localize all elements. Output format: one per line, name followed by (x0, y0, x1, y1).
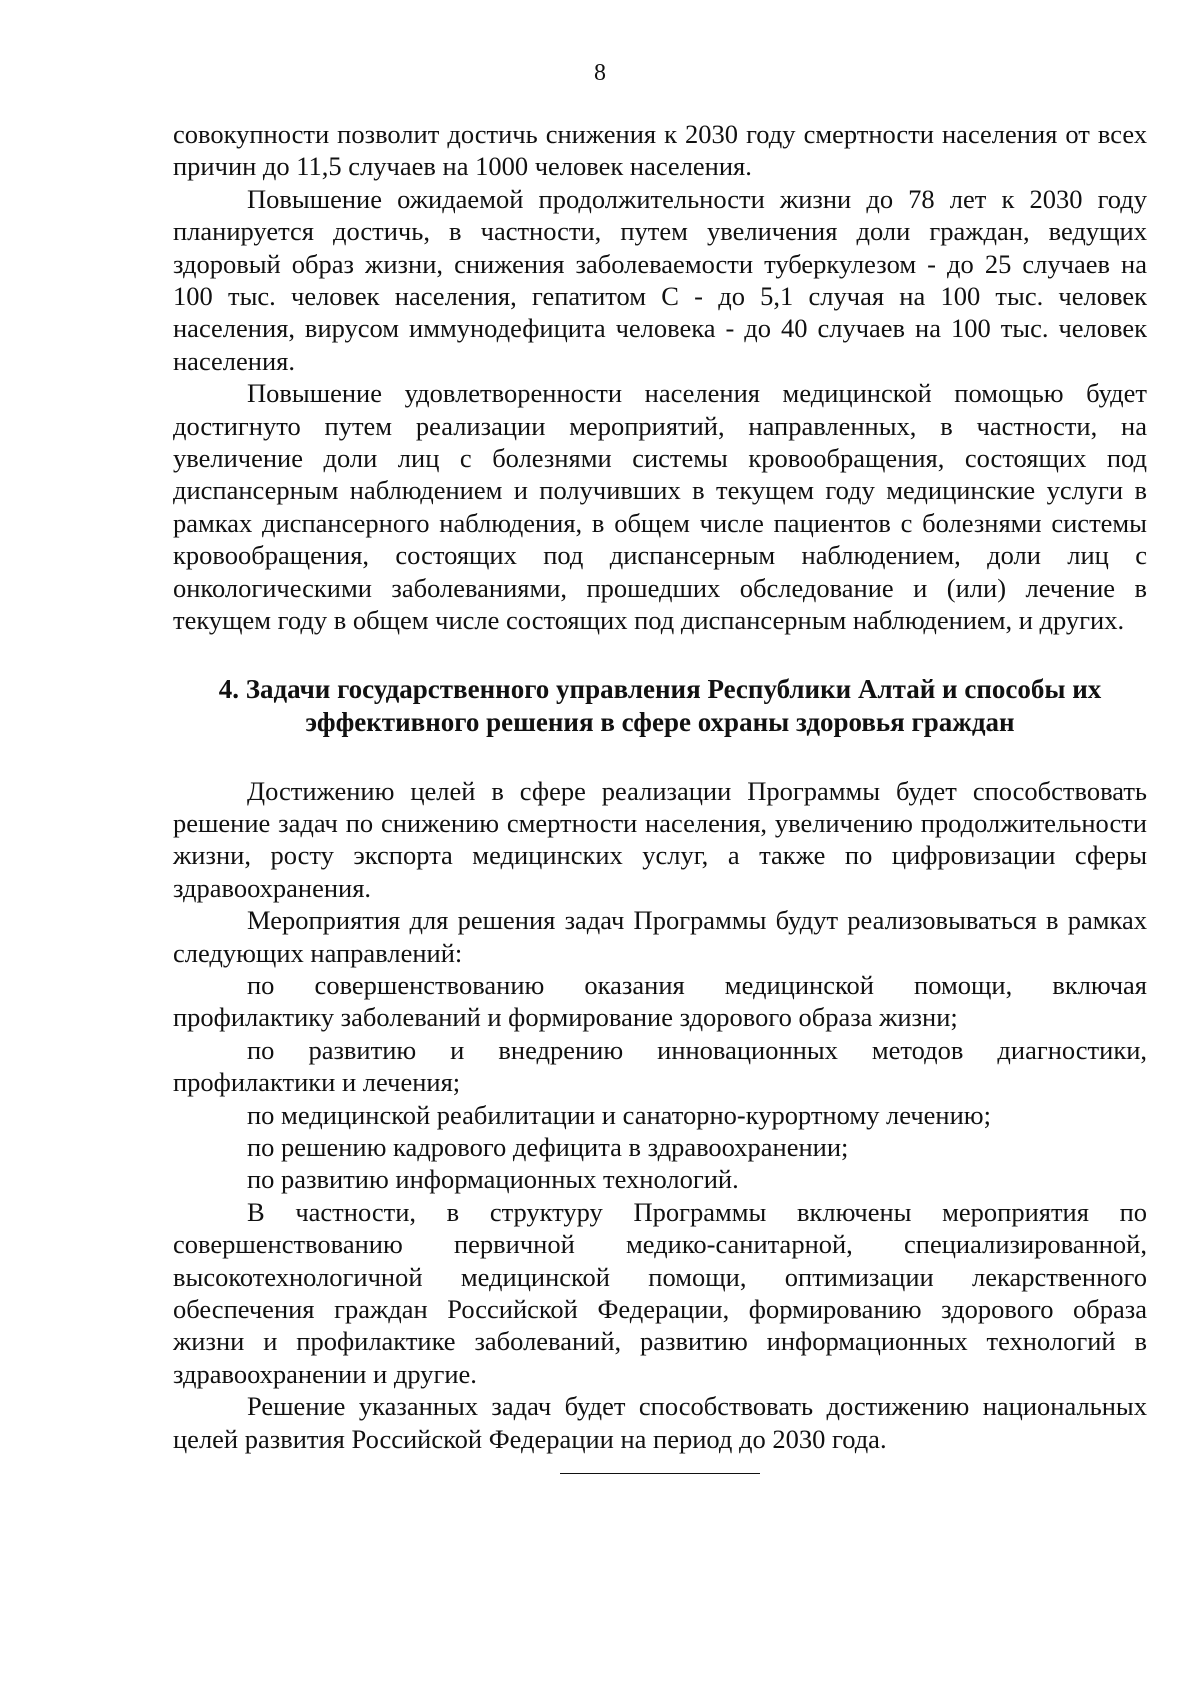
paragraph-life-expectancy: Повышение ожидаемой продолжительности жизни до 78 лет к 2030 году планируется достичь, в частности, путем увеличения доли граждан, ведущих здоровый образ жизни, снижения заболеваемости туберкулезом - до 25 случаев на 100 тыс. человек населения, гепатитом С - до 5,1 случая на 100 тыс. человек населения, вирусом иммунодефицита человека - до 40 случаев на 100 тыс. человек населения. (173, 183, 1147, 376)
paragraph-national-goals: Решение указанных задач будет способствовать достижению национальных целей развития Российской Федерации на период до 2030 года. (173, 1391, 1147, 1454)
document-body (173, 118, 1147, 1474)
paragraph-directions-intro: Мероприятия для решения задач Программы будут реализовываться в рамках следующих направлений: (173, 905, 1147, 968)
spacer (173, 739, 1147, 775)
paragraph-program-structure: В частности, в структуру Программы включены мероприятия по совершенствованию первичной медико-санитарной, специализированной, высокотехнологичной медицинской помощи, оптимизации лекарственного обеспечения граждан Российской Федерации, формированию здорового образа жизни и профилактике заболеваний, развитию информационных технологий в здравоохранении и другие. (173, 1196, 1147, 1389)
paragraph-goals: Достижению целей в сфере реализации Программы будет способствовать решение задач по снижению смертности населения, увеличению продолжительности жизни, росту экспорта медицинских услуг, а также по цифровизации сферы здравоохранения. (173, 775, 1147, 903)
list-item-direction-rehabilitation: по медицинской реабилитации и санаторно-курортному лечению; (247, 1099, 991, 1130)
list-item-direction-innovation: по развитию и внедрению инновационных методов диагностики, профилактики и лечения; (173, 1034, 1147, 1098)
section-heading: 4. Задачи государственного управления Республики Алтай и способы их эффективного решения в сфере охраны здоровья граждан (218, 673, 1102, 737)
spacer (173, 637, 1147, 673)
list-item-direction-care: по совершенствованию оказания медицинской помощи, включая профилактику заболеваний и формирование здорового образа жизни; (173, 969, 1147, 1033)
end-of-document-rule (560, 1473, 760, 1474)
list-item-direction-staffing: по решению кадрового дефицита в здравоохранении; (247, 1131, 849, 1162)
paragraph-mortality-continuation: совокупности позволит достичь снижения к 2030 году смертности населения от всех причин до 11,5 случаев на 1000 человек населения. (173, 119, 1147, 182)
list-item-direction-it: по развитию информационных технологий. (247, 1164, 739, 1195)
paragraph-satisfaction: Повышение удовлетворенности населения медицинской помощью будет достигнуто путем реализации мероприятий, направленных, в частности, на увеличение доли лиц с болезнями системы кровообращения, состоящих под диспансерным наблюдением и получивших в текущем году медицинские услуги в рамках диспансерного наблюдения, в общем числе пациентов с болезнями системы кровообращения, состоящих под диспансерным наблюдением, доли лиц с онкологическими заболеваниями, прошедших обследование и (или) лечение в текущем году в общем числе состоящих под диспансерным наблюдением, и других. (173, 378, 1147, 636)
page-number: 8 (594, 60, 606, 86)
